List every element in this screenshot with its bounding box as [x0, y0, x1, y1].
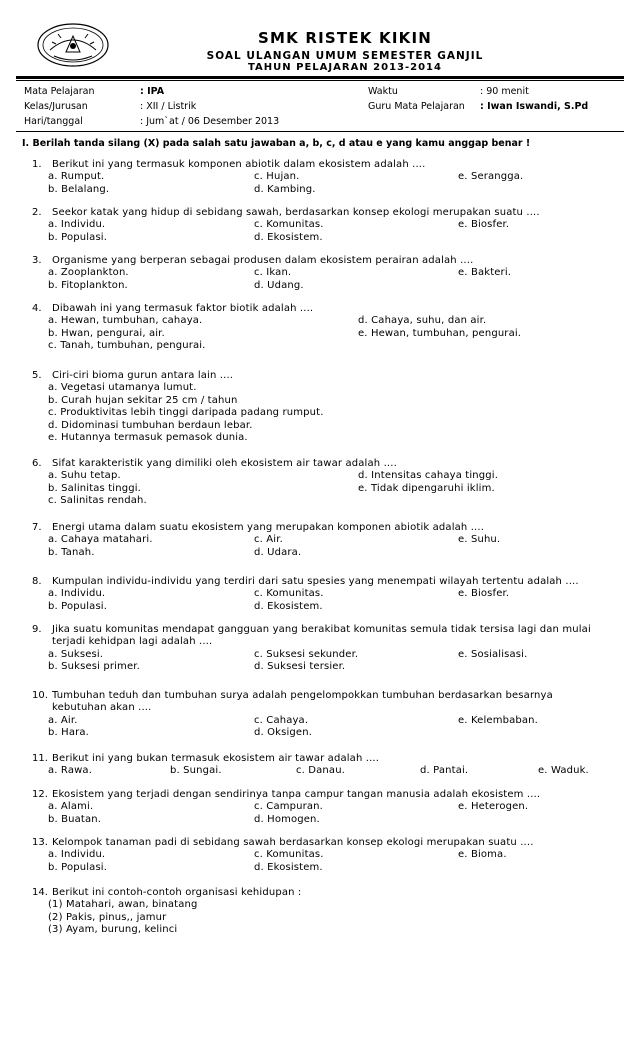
answer-option: d. Suksesi tersier. [254, 661, 346, 673]
answer-option: b. Sungai. [170, 765, 222, 777]
section-instruction: I. Berilah tanda silang (X) pada salah satu jawaban a, b, c, d atau e yang kamu anggap benar ! [22, 138, 531, 149]
answer-option: d. Ekosistem. [254, 231, 323, 243]
answer-option: (2) Pakis, pinus,, jamur [48, 911, 167, 923]
question-text: Berikut ini contoh-contoh organisasi kehidupan : [52, 887, 302, 898]
answer-option: c. Suksesi sekunder. [254, 648, 359, 660]
answer-option: b. Suksesi primer. [48, 661, 140, 673]
question-text: Sifat karakteristik yang dimiliki oleh ekosistem air tawar adalah .... [52, 458, 397, 469]
question-text: Tumbuhan teduh dan tumbuhan surya adalah pengelompokkan tumbuhan berdasarkan besarnya [52, 690, 553, 701]
header-rule-thick [16, 76, 624, 79]
answer-option: a. Cahaya matahari. [48, 534, 153, 546]
question-number: 6. [32, 458, 42, 469]
question-number: 11. [32, 753, 48, 764]
answer-option: e. Waduk. [538, 765, 589, 777]
answer-option: c. Campuran. [254, 801, 323, 813]
question-text: Kumpulan individu-individu yang terdiri dari satu spesies yang menempati wilayah tertentu adalah .... [52, 576, 579, 587]
question-number: 9. [32, 624, 42, 635]
answer-option: c. Komunitas. [254, 588, 324, 600]
question-text: terjadi kehidpan lagi adalah .... [52, 636, 213, 648]
answer-option: d. Homogen. [254, 813, 320, 825]
answer-option: d. Ekosistem. [254, 861, 323, 873]
answer-option: e. Serangga. [458, 171, 524, 183]
answer-option: e. Heterogen. [458, 801, 529, 813]
date-value: : Jum`at / 06 Desember 2013 [140, 116, 280, 127]
answer-option: b. Belalang. [48, 183, 110, 195]
answer-option: c. Produktivitas lebih tinggi daripada padang rumput. [48, 407, 324, 419]
answer-option: a. Alami. [48, 801, 94, 813]
question-number: 3. [32, 255, 42, 266]
answer-option: a. Zooplankton. [48, 267, 129, 279]
answer-option: e. Suhu. [458, 534, 501, 546]
time-value: : 90 menit [480, 86, 529, 97]
academic-year: TAHUN PELAJARAN 2013-2014 [248, 62, 442, 73]
question-number: 14. [32, 887, 48, 898]
question-text: Berikut ini yang bukan termasuk ekosistem air tawar adalah .... [52, 753, 380, 764]
question-number: 8. [32, 576, 42, 587]
answer-option: d. Didominasi tumbuhan berdaun lebar. [48, 419, 253, 431]
teacher-value: : Iwan Iswandi, S.Pd [480, 101, 589, 112]
answer-option: b. Populasi. [48, 600, 108, 612]
answer-option: a. Hewan, tumbuhan, cahaya. [48, 315, 203, 327]
answer-option: d. Cahaya, suhu, dan air. [358, 315, 487, 327]
question-number: 4. [32, 303, 42, 314]
exam-title: SOAL ULANGAN UMUM SEMESTER GANJIL [206, 50, 484, 62]
answer-option: a. Rawa. [48, 765, 93, 777]
question-text: Jika suatu komunitas mendapat gangguan yang berakibat komunitas semula tidak tersisa lagi dan mulai [52, 624, 591, 635]
class-value: : XII / Listrik [140, 101, 197, 112]
question-text: Seekor katak yang hidup di sebidang sawah, berdasarkan konsep ekologi merupakan suatu .... [52, 207, 540, 218]
answer-option: b. Hara. [48, 727, 89, 739]
answer-option: e. Biosfer. [458, 219, 510, 231]
school-logo-emblem [36, 22, 110, 68]
answer-option: e. Bioma. [458, 849, 507, 861]
answer-option: e. Tidak dipengaruhi iklim. [358, 482, 495, 494]
question-text: kebutuhan akan .... [52, 702, 152, 714]
question-text: Ciri-ciri bioma gurun antara lain .... [52, 370, 234, 381]
time-label: Waktu [368, 86, 398, 97]
subject-value: : IPA [140, 86, 165, 97]
question-text: Dibawah ini yang termasuk faktor biotik adalah .... [52, 303, 314, 314]
answer-option: c. Cahaya. [254, 714, 309, 726]
question-text: Berikut ini yang termasuk komponen abiotik dalam ekosistem adalah .... [52, 159, 426, 170]
question-text: Ekosistem yang terjadi dengan sendirinya tanpa campur tangan manusia adalah ekosistem .... [52, 789, 541, 800]
answer-option: a. Individu. [48, 219, 106, 231]
answer-option: b. Hwan, pengurai, air. [48, 327, 165, 339]
answer-option: c. Air. [254, 534, 283, 546]
answer-option: a. Rumput. [48, 171, 105, 183]
answer-option: c. Komunitas. [254, 219, 324, 231]
question-text: Organisme yang berperan sebagai produsen dalam ekosistem perairan adalah .... [52, 255, 474, 266]
answer-option: b. Salinitas tinggi. [48, 482, 141, 494]
date-label: Hari/tanggal [24, 116, 83, 127]
answer-option: c. Komunitas. [254, 849, 324, 861]
answer-option: b. Tanah. [48, 546, 95, 558]
teacher-label: Guru Mata Pelajaran [368, 101, 465, 112]
answer-option: b. Curah hujan sekitar 25 cm / tahun [48, 394, 238, 406]
answer-option: c. Danau. [296, 765, 346, 777]
question-number: 13. [32, 837, 48, 848]
subject-label: Mata Pelajaran [24, 86, 95, 97]
answer-option: c. Hujan. [254, 171, 300, 183]
answer-option: d. Intensitas cahaya tinggi. [358, 470, 499, 482]
answer-option: b. Buatan. [48, 813, 102, 825]
answer-option: (1) Matahari, awan, binatang [48, 899, 198, 911]
class-label: Kelas/Jurusan [24, 101, 88, 112]
header-rule-thin [16, 80, 624, 81]
answer-option: e. Bakteri. [458, 267, 512, 279]
answer-option: e. Hewan, tumbuhan, pengurai. [358, 327, 522, 339]
answer-option: b. Fitoplankton. [48, 279, 128, 291]
school-name: SMK RISTEK KIKIN [258, 29, 432, 47]
answer-option: b. Populasi. [48, 861, 108, 873]
answer-option: a. Vegetasi utamanya lumut. [48, 382, 197, 394]
answer-option: a. Individu. [48, 849, 106, 861]
answer-option: e. Kelembaban. [458, 714, 538, 726]
answer-option: d. Pantai. [420, 765, 469, 777]
question-number: 10. [32, 690, 48, 701]
answer-option: c. Ikan. [254, 267, 292, 279]
answer-option: (3) Ayam, burung, kelinci [48, 924, 178, 936]
answer-option: a. Individu. [48, 588, 106, 600]
answer-option: e. Sosialisasi. [458, 648, 528, 660]
answer-option: e. Hutannya termasuk pemasok dunia. [48, 432, 248, 443]
meta-rule [16, 131, 624, 132]
question-text: Kelompok tanaman padi di sebidang sawah berdasarkan konsep ekologi merupakan suatu .... [52, 837, 534, 848]
answer-option: b. Populasi. [48, 231, 108, 243]
answer-option: d. Ekosistem. [254, 600, 323, 612]
question-number: 5. [32, 370, 42, 381]
question-number: 2. [32, 207, 42, 218]
answer-option: a. Suhu tetap. [48, 470, 121, 482]
question-number: 12. [32, 789, 48, 800]
answer-option: a. Air. [48, 714, 78, 726]
answer-option: e. Biosfer. [458, 588, 510, 600]
question-text: Energi utama dalam suatu ekosistem yang merupakan komponen abiotik adalah .... [52, 522, 485, 533]
answer-option: d. Kambing. [254, 183, 316, 195]
answer-option: d. Oksigen. [254, 727, 313, 739]
answer-option: d. Udara. [254, 546, 302, 558]
answer-option: c. Tanah, tumbuhan, pengurai. [48, 340, 206, 352]
answer-option: a. Suksesi. [48, 648, 104, 660]
question-number: 1. [32, 159, 42, 170]
answer-option: d. Udang. [254, 279, 304, 291]
question-number: 7. [32, 522, 42, 533]
answer-option: c. Salinitas rendah. [48, 495, 147, 507]
